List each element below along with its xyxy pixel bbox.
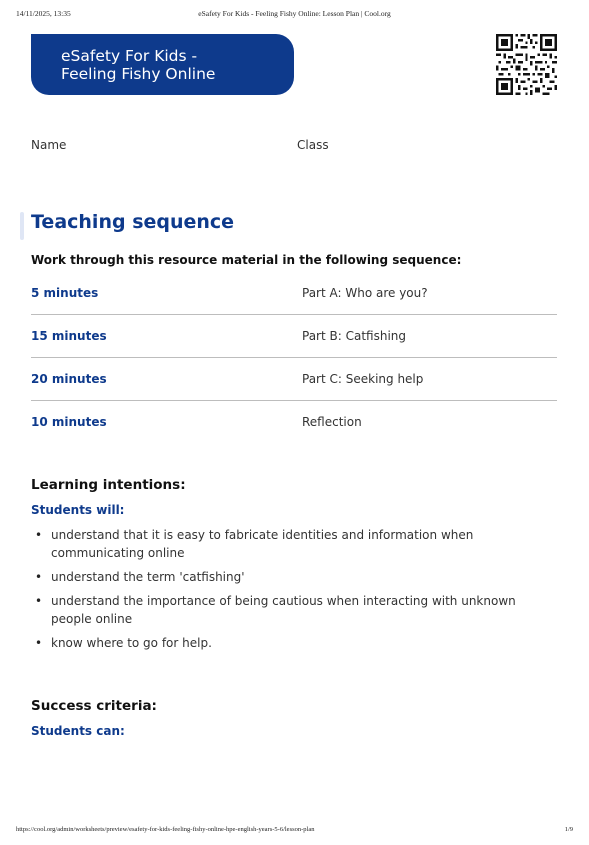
teaching-sequence-table [31, 272, 557, 443]
sequence-duration: 10 minutes [31, 415, 107, 429]
teaching-sequence-heading: Teaching sequence [31, 211, 235, 233]
list-item [31, 634, 531, 652]
sequence-part: Part C: Seeking help [302, 372, 424, 386]
name-field-label: Name [31, 138, 67, 152]
page-number: 1/9 [564, 826, 573, 833]
list-item-text: understand the importance of being cautious when interacting with unknown people online [51, 594, 516, 626]
sequence-duration: 15 minutes [31, 329, 107, 343]
sequence-part: Part B: Catfishing [302, 329, 407, 343]
bullet-icon: • [35, 594, 43, 608]
success-criteria-heading: Success criteria: [31, 698, 157, 714]
list-item-text: understand that it is easy to fabricate identities and information when communicating online [51, 528, 474, 560]
learning-intentions-list [31, 526, 531, 658]
sequence-duration: 20 minutes [31, 372, 107, 386]
students-can-label: Students can: [31, 724, 125, 738]
bullet-icon: • [35, 570, 43, 584]
sequence-part: Part A: Who are you? [302, 286, 428, 300]
print-datetime: 14/11/2025, 13:35 [16, 9, 71, 18]
sequence-row [31, 401, 557, 443]
students-will-label: Students will: [31, 503, 125, 517]
list-item [31, 568, 531, 586]
sequence-row [31, 315, 557, 358]
list-item [31, 526, 531, 562]
bullet-icon: • [35, 636, 43, 650]
teaching-sequence-intro: Work through this resource material in the following sequence: [31, 253, 462, 267]
print-footer [16, 826, 573, 836]
print-header [16, 9, 573, 21]
banner-title-line-1: eSafety For Kids - [61, 47, 198, 65]
list-item-text: understand the term 'catfishing' [51, 570, 245, 584]
title-banner [31, 34, 294, 95]
print-url: https://cool.org/admin/worksheets/preview/esafety-for-kids-feeling-fishy-online-hpe-english-years-5-6/lesson-plan [16, 826, 315, 833]
learning-intentions-heading: Learning intentions: [31, 477, 186, 493]
qr-code[interactable] [496, 34, 557, 95]
print-page-title: eSafety For Kids - Feeling Fishy Online: Lesson Plan | Cool.org [198, 9, 391, 18]
banner-title-line-2: Feeling Fishy Online [61, 65, 216, 83]
list-item [31, 592, 531, 628]
class-field-label: Class [297, 138, 329, 152]
sequence-row [31, 358, 557, 401]
sequence-row [31, 272, 557, 315]
list-item-text: know where to go for help. [51, 636, 212, 650]
sequence-duration: 5 minutes [31, 286, 99, 300]
section-accent-bar [20, 212, 24, 240]
bullet-icon: • [35, 528, 43, 542]
sequence-part: Reflection [302, 415, 362, 429]
